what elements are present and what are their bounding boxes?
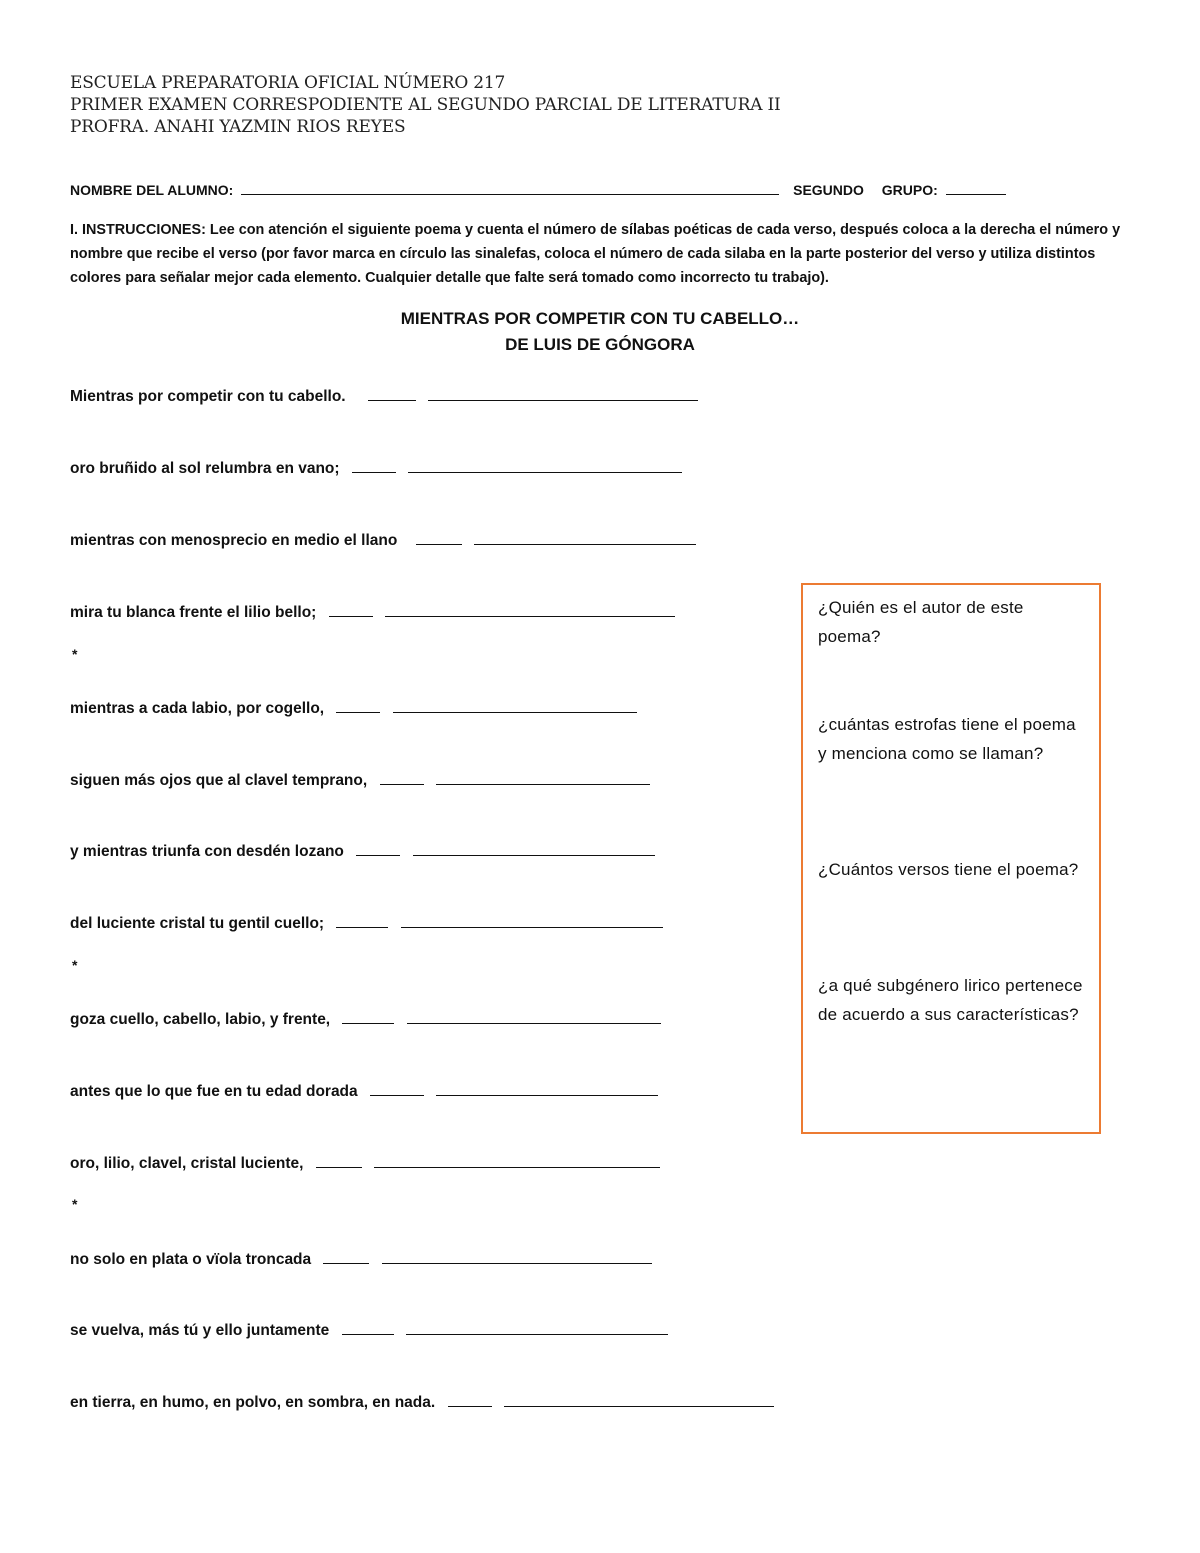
verse-text: goza cuello, cabello, labio, y frente, (70, 1011, 331, 1028)
verse-name-field[interactable] (407, 1007, 661, 1024)
verse-name-field[interactable] (374, 1151, 660, 1168)
verse-text: antes que lo que fue en tu edad dorada (70, 1083, 358, 1100)
syllable-count-field[interactable] (336, 696, 380, 713)
verse-name-field[interactable] (406, 1318, 668, 1335)
instructions-lead: I. INSTRUCCIONES: (70, 222, 206, 238)
verse-line (70, 696, 637, 718)
group-label: GRUPO: (881, 182, 938, 198)
syllable-count-field[interactable] (336, 911, 388, 928)
verse-line (70, 384, 698, 406)
syllable-count-field[interactable] (316, 1151, 362, 1168)
verse-line (70, 528, 696, 550)
poem-author: DE LUIS DE GÓNGORA (505, 335, 695, 354)
instructions-text: Lee con atención el siguiente poema y cuenta el número de sílabas poéticas de cada verso, después coloca a la derecha el número y nombre que recibe el verso (por favor marca en círculo las sinalefas, coloca el número de cada silaba en la parte posterior del verso y utiliza distintos colores para señalar mejor cada elemento. Cualquier detalle que falte será tomado como incorrecto tu trabajo). (70, 222, 1121, 286)
syllable-count-field[interactable] (356, 839, 400, 856)
verse-line (70, 768, 650, 790)
verse-name-field[interactable] (428, 384, 698, 401)
verse-name-field[interactable] (504, 1390, 774, 1407)
exam-title: PRIMER EXAMEN CORRESPODIENTE AL SEGUNDO PARCIAL DE LITERATURA II (70, 95, 781, 115)
verse-name-field[interactable] (474, 528, 696, 545)
group-field[interactable] (946, 180, 1006, 195)
verse-text: en tierra, en humo, en polvo, en sombra, en nada. (70, 1394, 436, 1411)
verse-text: se vuelva, más tú y ello juntamente (70, 1322, 330, 1339)
verse-text: mientras a cada labio, por cogello, (70, 700, 325, 717)
school-name: ESCUELA PREPARATORIA OFICIAL NÚMERO 217 (70, 73, 506, 93)
verse-name-field[interactable] (408, 456, 682, 473)
verse-line (70, 456, 682, 478)
syllable-count-field[interactable] (342, 1007, 394, 1024)
questions-box (801, 583, 1101, 1134)
student-info-row (70, 180, 1070, 198)
verse-line (70, 1390, 774, 1412)
syllable-count-field[interactable] (416, 528, 462, 545)
verse-text: y mientras triunfa con desdén lozano (70, 843, 344, 860)
syllable-count-field[interactable] (342, 1318, 394, 1335)
verse-text: siguen más ojos que al clavel temprano, (70, 772, 368, 789)
syllable-count-field[interactable] (323, 1247, 369, 1264)
syllable-count-field[interactable] (368, 384, 416, 401)
stanza-separator: * (72, 1196, 78, 1212)
verse-line (70, 1318, 668, 1340)
student-name-field[interactable] (241, 180, 779, 195)
verse-name-field[interactable] (401, 911, 663, 928)
question-verses: ¿Cuántos versos tiene el poema? (818, 860, 1079, 879)
teacher-name: PROFRA. ANAHI YAZMIN RIOS REYES (70, 117, 406, 137)
verse-name-field[interactable] (436, 1079, 658, 1096)
verse-text: oro, lilio, clavel, cristal luciente, (70, 1155, 304, 1172)
poem-heading (0, 306, 1200, 358)
verse-text: no solo en plata o vïola troncada (70, 1251, 312, 1268)
verse-text: Mientras por competir con tu cabello. (70, 388, 346, 405)
question-author: ¿Quién es el autor de este poema? (818, 598, 1024, 646)
verse-name-field[interactable] (413, 839, 655, 856)
verse-line (70, 1079, 658, 1101)
verse-text: oro bruñido al sol relumbra en vano; (70, 460, 340, 477)
verse-line (70, 1247, 652, 1269)
student-name-label: NOMBRE DEL ALUMNO: (70, 182, 234, 198)
syllable-count-field[interactable] (448, 1390, 492, 1407)
verse-text: mientras con menosprecio en medio el llano (70, 532, 398, 549)
verse-line (70, 600, 675, 622)
question-stanzas: ¿cuántas estrofas tiene el poema y menciona como se llaman? (818, 715, 1076, 763)
syllable-count-field[interactable] (352, 456, 396, 473)
exam-header (70, 72, 970, 138)
grade-label: SEGUNDO (793, 182, 864, 198)
verse-line (70, 911, 663, 933)
stanza-separator: * (72, 957, 78, 973)
verse-name-field[interactable] (393, 696, 637, 713)
stanza-separator: * (72, 646, 78, 662)
verse-text: del luciente cristal tu gentil cuello; (70, 915, 325, 932)
syllable-count-field[interactable] (370, 1079, 424, 1096)
verse-name-field[interactable] (436, 768, 650, 785)
instructions (70, 218, 1132, 290)
verse-name-field[interactable] (382, 1247, 652, 1264)
question-subgenre: ¿a qué subgénero lirico pertenece de acuerdo a sus características? (818, 976, 1083, 1024)
verse-text: mira tu blanca frente el lilio bello; (70, 604, 317, 621)
syllable-count-field[interactable] (329, 600, 373, 617)
verse-name-field[interactable] (385, 600, 675, 617)
verse-line (70, 839, 655, 861)
syllable-count-field[interactable] (380, 768, 424, 785)
verse-line (70, 1151, 660, 1173)
poem-title: MIENTRAS POR COMPETIR CON TU CABELLO… (400, 309, 800, 328)
verse-line (70, 1007, 661, 1029)
